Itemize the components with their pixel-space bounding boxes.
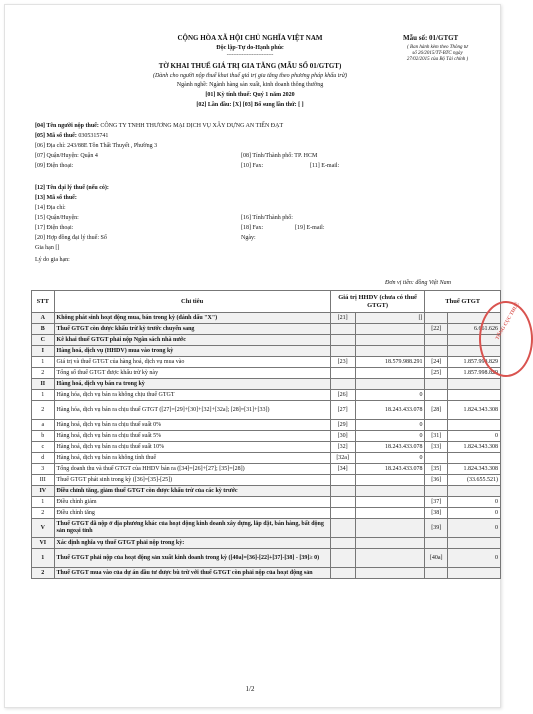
row-value: 0 [355, 390, 425, 401]
table-row [32, 475, 501, 486]
agent-contract-date: Ngày: [241, 235, 256, 241]
row-item: Hàng hoá, dịch vụ (HHDV) mua vào trong kỳ [54, 346, 330, 357]
table-row [32, 486, 501, 497]
row-code-tax: [25] [425, 368, 448, 379]
row-code-tax: [33] [425, 442, 448, 453]
row-code-tax: [40a] [425, 549, 448, 568]
row-tax [447, 568, 500, 579]
row-code-tax: [38] [425, 508, 448, 519]
row-tax [447, 453, 500, 464]
row-value [355, 497, 425, 508]
row-tax [447, 379, 500, 390]
row-value: 0 [355, 431, 425, 442]
row-code-tax [425, 568, 448, 579]
row-item: Hàng hoá, dịch vụ bán ra trong kỳ [54, 379, 330, 390]
industry-line: Ngành nghề: Ngành hàng sản xuất, kinh doanh thông thường [176, 82, 324, 88]
tax-stamp [479, 301, 533, 377]
table-row [32, 464, 501, 475]
row-value: 18.579.988.291 [355, 357, 425, 368]
row-item: Tổng doanh thu và thuế GTGT của HHDV bán ra ([34]=[26]+[27]; [35]=[28]) [54, 464, 330, 475]
table-body [32, 313, 501, 579]
table-row [32, 346, 501, 357]
row-value [355, 486, 425, 497]
row-code-tax [425, 420, 448, 431]
tax-code: 0305315741 [78, 133, 109, 139]
table-header-row [32, 291, 501, 313]
col-header-stt: STT [32, 291, 55, 313]
row-item: Hàng hoá, dịch vụ bán ra chịu thuế suất 10% [54, 442, 330, 453]
taxpayer-email: [11] E-mail: [310, 163, 340, 169]
row-code-value: [32a] [330, 453, 355, 464]
row-code-value [330, 324, 355, 335]
row-code-tax [425, 453, 448, 464]
row-value [355, 335, 425, 346]
table-row [32, 324, 501, 335]
row-tax: 6.661.626 [447, 324, 500, 335]
row-code-value [330, 368, 355, 379]
extension-checkbox: Gia hạn [] [35, 245, 60, 251]
row-value: 18.243.433.078 [355, 464, 425, 475]
row-item: Hàng hoá, dịch vụ bán ra chịu thuế suất 5% [54, 431, 330, 442]
row-code-value: [34] [330, 464, 355, 475]
table-row [32, 335, 501, 346]
taxpayer-name-row [35, 123, 283, 129]
separator: ---------------------------- [226, 53, 274, 58]
tax-code-label: [05] Mã số thuế: [35, 133, 77, 139]
taxpayer-province: [08] Tỉnh/Thành phố: TP. HCM [241, 153, 318, 159]
row-stt: 1 [32, 549, 55, 568]
row-tax: (33.655.521) [447, 475, 500, 486]
table-row [32, 379, 501, 390]
nation-heading: CỘNG HÒA XÃ HỘI CHỦ NGHĨA VIỆT NAM [177, 34, 323, 42]
row-stt: a [32, 420, 55, 431]
agent-name: [12] Tên đại lý thuế (nếu có): [35, 185, 109, 191]
col-header-tax: Thuế GTGT [425, 291, 501, 313]
agent-tax-code: [13] Mã số thuế: [35, 195, 77, 201]
row-value [355, 519, 425, 538]
row-item: Không phát sinh hoạt động mua, bán trong kỳ (đánh dấu "X") [54, 313, 330, 324]
row-value: 18.243.433.078 [355, 401, 425, 420]
row-item: Hàng hóa, dịch vụ bán ra chịu thuế GTGT ([27]=[29]+[30]+[32]+[32a]; [28]=[31]+[33]) [54, 401, 330, 420]
row-code-tax: [39] [425, 519, 448, 538]
table-row [32, 519, 501, 538]
row-item: Tổng số thuế GTGT được khấu trừ kỳ này [54, 368, 330, 379]
row-code-value [330, 519, 355, 538]
row-tax: 1.824.343.308 [447, 464, 500, 475]
row-code-value [330, 549, 355, 568]
row-code-value: [29] [330, 420, 355, 431]
row-stt: 2 [32, 368, 55, 379]
table-row [32, 549, 501, 568]
row-code-value [330, 475, 355, 486]
row-code-tax: [35] [425, 464, 448, 475]
row-tax [447, 538, 500, 549]
row-stt: III [32, 475, 55, 486]
row-tax: 0 [447, 508, 500, 519]
row-item: Thuế GTGT còn được khấu trừ kỳ trước chuyển sang [54, 324, 330, 335]
row-tax: 0 [447, 431, 500, 442]
form-code: Mẫu số: 01/GTGT [403, 34, 459, 42]
table-row [32, 420, 501, 431]
agent-email: [19] E-mail: [295, 225, 325, 231]
agent-phone: [17] Điện thoại: [35, 225, 74, 231]
row-tax: 1.857.998.829 [447, 357, 500, 368]
row-stt: V [32, 519, 55, 538]
row-code-tax: [24] [425, 357, 448, 368]
row-value: 0 [355, 453, 425, 464]
row-value [355, 324, 425, 335]
row-item: Thuế GTGT phát sinh trong kỳ ([36]=[35]-[25]) [54, 475, 330, 486]
row-item: Hàng hoá, dịch vụ bán ra chịu thuế suất 0% [54, 420, 330, 431]
row-tax: 1.857.998.829 [447, 368, 500, 379]
row-code-tax: [22] [425, 324, 448, 335]
row-tax: 0 [447, 497, 500, 508]
motto: Độc lập-Tự do-Hạnh phúc [216, 45, 284, 51]
row-item: Giá trị và thuế GTGT của hàng hoá, dịch vụ mua vào [54, 357, 330, 368]
row-code-tax [425, 346, 448, 357]
row-stt: 3 [32, 464, 55, 475]
taxpayer-fax: [10] Fax: [241, 163, 264, 169]
agent-contract: [20] Hợp đồng đại lý thuế: Số [35, 235, 107, 241]
row-item: Hàng hoá, dịch vụ bán ra không tính thuế [54, 453, 330, 464]
row-stt: IV [32, 486, 55, 497]
currency-unit: Đơn vị tiền: đồng Việt Nam [385, 280, 451, 286]
row-stt: A [32, 313, 55, 324]
row-item: Hàng hóa, dịch vụ bán ra không chịu thuế GTGT [54, 390, 330, 401]
form-note-1: ( Ban hành kèm theo Thông tư [407, 45, 468, 50]
row-tax [447, 420, 500, 431]
row-value [355, 508, 425, 519]
taxpayer-name-label: [04] Tên người nộp thuế: [35, 123, 99, 129]
row-code-value [330, 508, 355, 519]
row-value: [] [355, 313, 425, 324]
row-code-value [330, 497, 355, 508]
row-code-tax [425, 390, 448, 401]
table-row [32, 453, 501, 464]
row-stt: d [32, 453, 55, 464]
stamp-text: TỔNG CỤC THUẾ [495, 302, 521, 341]
row-stt: C [32, 335, 55, 346]
row-code-tax [425, 313, 448, 324]
row-tax [447, 486, 500, 497]
row-value [355, 568, 425, 579]
agent-district: [15] Quận/Huyện: [35, 215, 79, 221]
row-code-tax [425, 538, 448, 549]
row-value: 0 [355, 420, 425, 431]
row-code-tax: [36] [425, 475, 448, 486]
extension-reason: Lý do gia hạn: [35, 257, 70, 263]
row-tax: 0 [447, 549, 500, 568]
row-tax: 0 [447, 519, 500, 538]
row-stt: b [32, 431, 55, 442]
row-code-value: [23] [330, 357, 355, 368]
row-value [355, 368, 425, 379]
tax-form-page [4, 4, 521, 708]
row-code-value [330, 379, 355, 390]
agent-address: [14] Địa chỉ: [35, 205, 66, 211]
submission-type: [02] Lần đầu: [X] [03] Bổ sung lần thứ: [ ] [196, 102, 304, 108]
table-row [32, 497, 501, 508]
row-item: Điều chỉnh tăng, giảm thuế GTGT còn được khấu trừ của các kỳ trước [54, 486, 330, 497]
row-code-value: [32] [330, 442, 355, 453]
tax-table [31, 290, 501, 579]
row-stt: VI [32, 538, 55, 549]
row-code-tax: [31] [425, 431, 448, 442]
row-value [355, 538, 425, 549]
row-stt: I [32, 346, 55, 357]
row-item: Điều chỉnh tăng [54, 508, 330, 519]
row-code-value: [21] [330, 313, 355, 324]
row-item: Xác định nghĩa vụ thuế GTGT phải nộp trong kỳ: [54, 538, 330, 549]
form-subtitle: (Dành cho người nộp thuế khai thuế giá trị gia tăng theo phương pháp khấu trừ) [152, 73, 348, 79]
row-value [355, 549, 425, 568]
col-header-item: Chỉ tiêu [54, 291, 330, 313]
row-value: 18.243.433.078 [355, 442, 425, 453]
row-stt: 1 [32, 357, 55, 368]
row-item: Thuế GTGT đã nộp ở địa phương khác của hoạt động kinh doanh xây dựng, lắp đặt, bán hàng, bất động sản ngoại tỉnh [54, 519, 330, 538]
col-header-value: Giá trị HHDV (chưa có thuế GTGT) [330, 291, 425, 313]
agent-province: [16] Tỉnh/Thành phố: [241, 215, 293, 221]
agent-fax: [18] Fax: [241, 225, 264, 231]
row-code-value [330, 486, 355, 497]
row-code-tax: [28] [425, 401, 448, 420]
row-stt: 2 [32, 568, 55, 579]
table-row [32, 390, 501, 401]
taxpayer-phone: [09] Điện thoại: [35, 163, 74, 169]
form-title: TỜ KHAI THUẾ GIÁ TRỊ GIA TĂNG (MẪU SỐ 01/GTGT) [158, 62, 342, 70]
row-value [355, 346, 425, 357]
row-tax: 1.824.343.308 [447, 401, 500, 420]
form-note-3: 27/02/2015 của Bộ Tài chính ) [406, 57, 469, 62]
form-note-2: số 26/2015/TT-BTC ngày [412, 51, 463, 56]
row-item: Thuế GTGT phải nộp của hoạt động sản xuất kinh doanh trong kỳ ([40a]=[36]-[22]+[37]-[38] - [39]≥ 0) [54, 549, 330, 568]
table-row [32, 357, 501, 368]
row-code-tax [425, 379, 448, 390]
row-item: Kê khai thuế GTGT phải nộp Ngân sách nhà nước [54, 335, 330, 346]
table-row [32, 401, 501, 420]
row-code-tax [425, 486, 448, 497]
row-item: Điều chỉnh giảm [54, 497, 330, 508]
row-code-value: [30] [330, 431, 355, 442]
taxpayer-name: CÔNG TY TNHH THƯƠNG MẠI DỊCH VỤ XÂY DỰNG AN TIẾN ĐẠT [100, 123, 284, 129]
table-row [32, 431, 501, 442]
row-code-value: [27] [330, 401, 355, 420]
row-stt: 1 [32, 390, 55, 401]
row-value [355, 379, 425, 390]
row-code-value: [26] [330, 390, 355, 401]
row-item: Thuế GTGT mua vào của dự án đầu tư được bù trừ với thuế GTGT còn phải nộp của hoạt động sản [54, 568, 330, 579]
row-stt: c [32, 442, 55, 453]
tax-code-row [35, 133, 108, 139]
row-tax: 1.824.343.308 [447, 442, 500, 453]
row-stt: 2 [32, 401, 55, 420]
taxpayer-address: [06] Địa chỉ: 243/88E Tôn Thất Thuyết , Phường 3 [35, 143, 158, 149]
row-stt: II [32, 379, 55, 390]
table-row [32, 442, 501, 453]
table-row [32, 508, 501, 519]
table-row [32, 538, 501, 549]
row-code-tax [425, 335, 448, 346]
row-stt: 1 [32, 497, 55, 508]
page-number: 1/2 [245, 685, 255, 693]
table-row [32, 568, 501, 579]
table-row [32, 313, 501, 324]
table-row [32, 368, 501, 379]
row-code-value [330, 335, 355, 346]
row-stt: 2 [32, 508, 55, 519]
row-value [355, 475, 425, 486]
row-code-value [330, 568, 355, 579]
row-code-value [330, 538, 355, 549]
row-tax [447, 390, 500, 401]
row-stt: B [32, 324, 55, 335]
row-code-tax: [37] [425, 497, 448, 508]
taxpayer-district: [07] Quận/Huyện: Quận 4 [35, 153, 98, 159]
row-code-value [330, 346, 355, 357]
tax-period: [01] Kỳ tính thuế: Quý 1 năm 2020 [205, 92, 295, 98]
